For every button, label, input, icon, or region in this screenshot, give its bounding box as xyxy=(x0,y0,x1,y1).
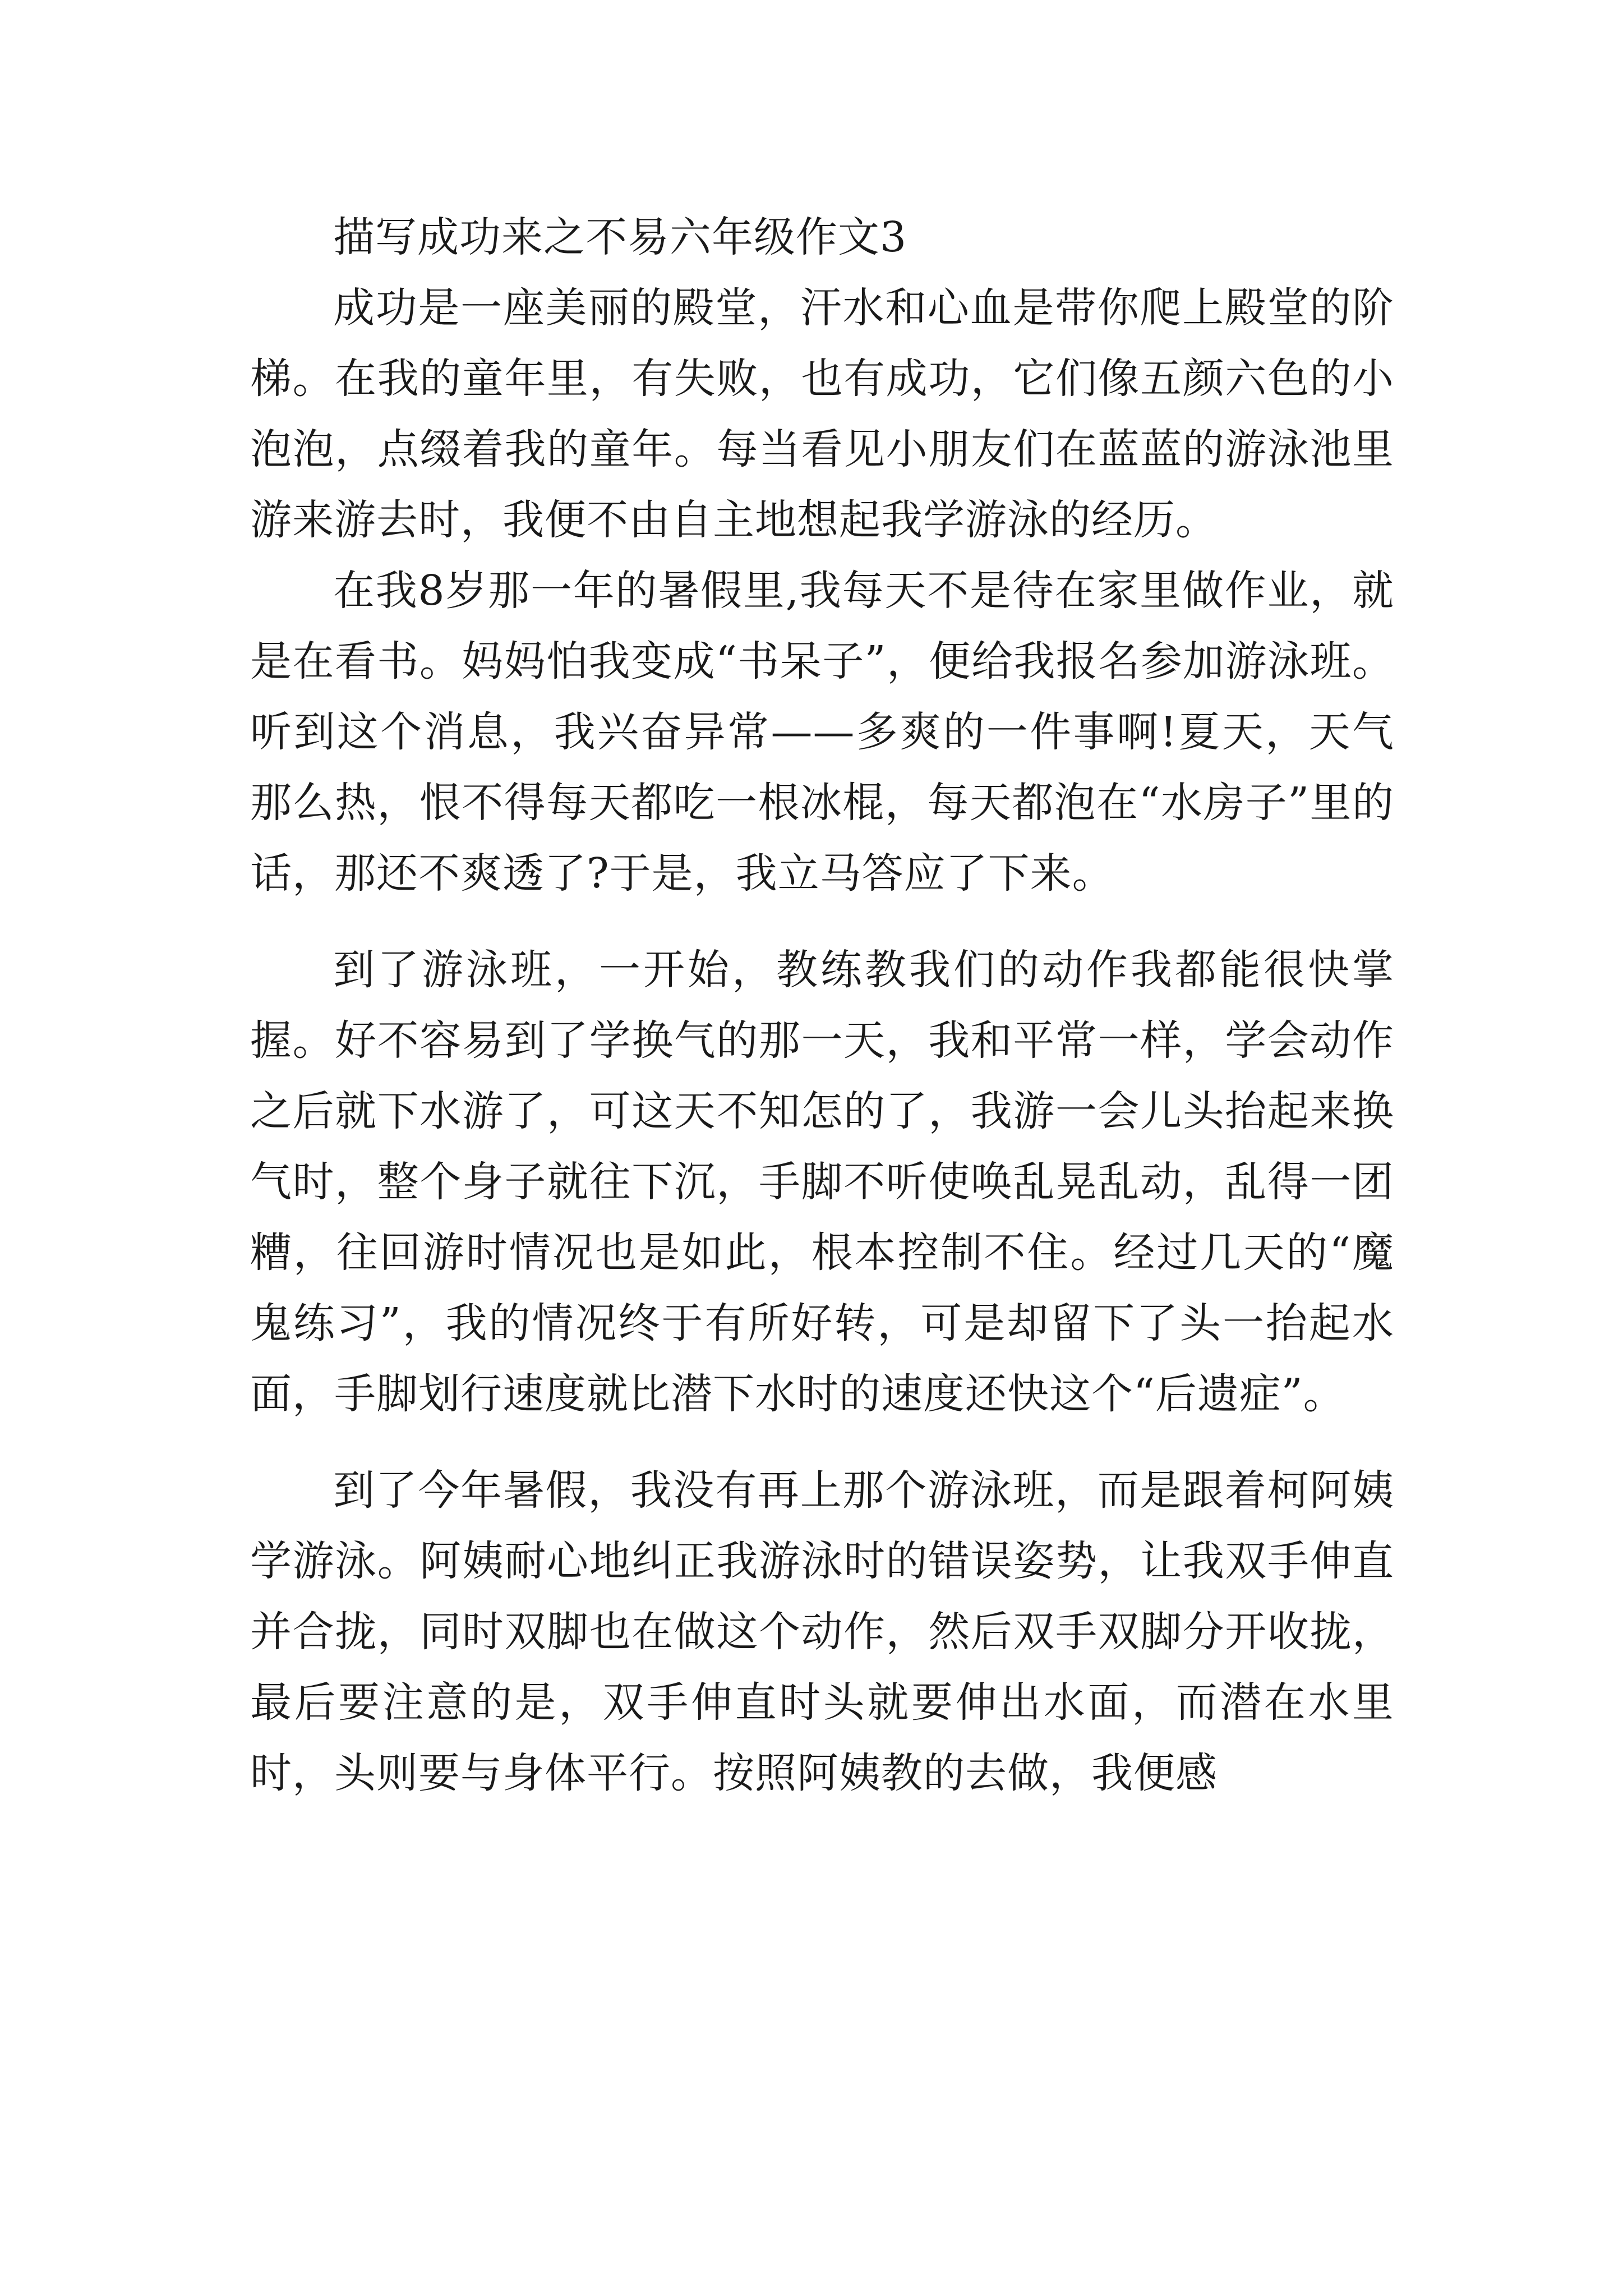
document-body xyxy=(250,202,1394,1809)
paragraph-1: 成功是一座美丽的殿堂，汗水和心血是带你爬上殿堂的阶梯。在我的童年里，有失败，也有成功，它们像五颜六色的小泡泡，点缀着我的童年。每当看见小朋友们在蓝蓝的游泳池里游来游去时，我便不由自主地想起我学游泳的经历。 xyxy=(250,284,1394,544)
paragraph-2: 在我8岁那一年的暑假里,我每天不是待在家里做作业，就是在看书。妈妈怕我变成“书呆子”，便给我报名参加游泳班。听到这个消息，我兴奋异常——多爽的一件事啊!夏天，天气那么热，恨不得每天都吃一根冰棍，每天都泡在“水房子”里的话，那还不爽透了?于是，我立马答应了下来。 xyxy=(250,567,1394,898)
document-title: 描写成功来之不易六年级作文3 xyxy=(333,213,907,261)
paragraph-4: 到了今年暑假，我没有再上那个游泳班，而是跟着柯阿姨学游泳。阿姨耐心地纠正我游泳时的错误姿势，让我双手伸直并合拢，同时双脚也在做这个动作，然后双手双脚分开收拢，最后要注意的是，双手伸直时头就要伸出水面，而潜在水里时，头则要与身体平行。按照阿姨教的去做，我便感 xyxy=(250,1466,1394,1797)
paragraph-3: 到了游泳班，一开始，教练教我们的动作我都能很快掌握。好不容易到了学换气的那一天，我和平常一样，学会动作之后就下水游了，可这天不知怎的了，我游一会儿头抬起来换气时，整个身子就往下沉，手脚不听使唤乱晃乱动，乱得一团糟，往回游时情况也是如此，根本控制不住。经过几天的“魔鬼练习”，我的情况终于有所好转，可是却留下了头一抬起水面，手脚划行速度就比潜下水时的速度还快这个“后遗症”。 xyxy=(250,946,1394,1418)
